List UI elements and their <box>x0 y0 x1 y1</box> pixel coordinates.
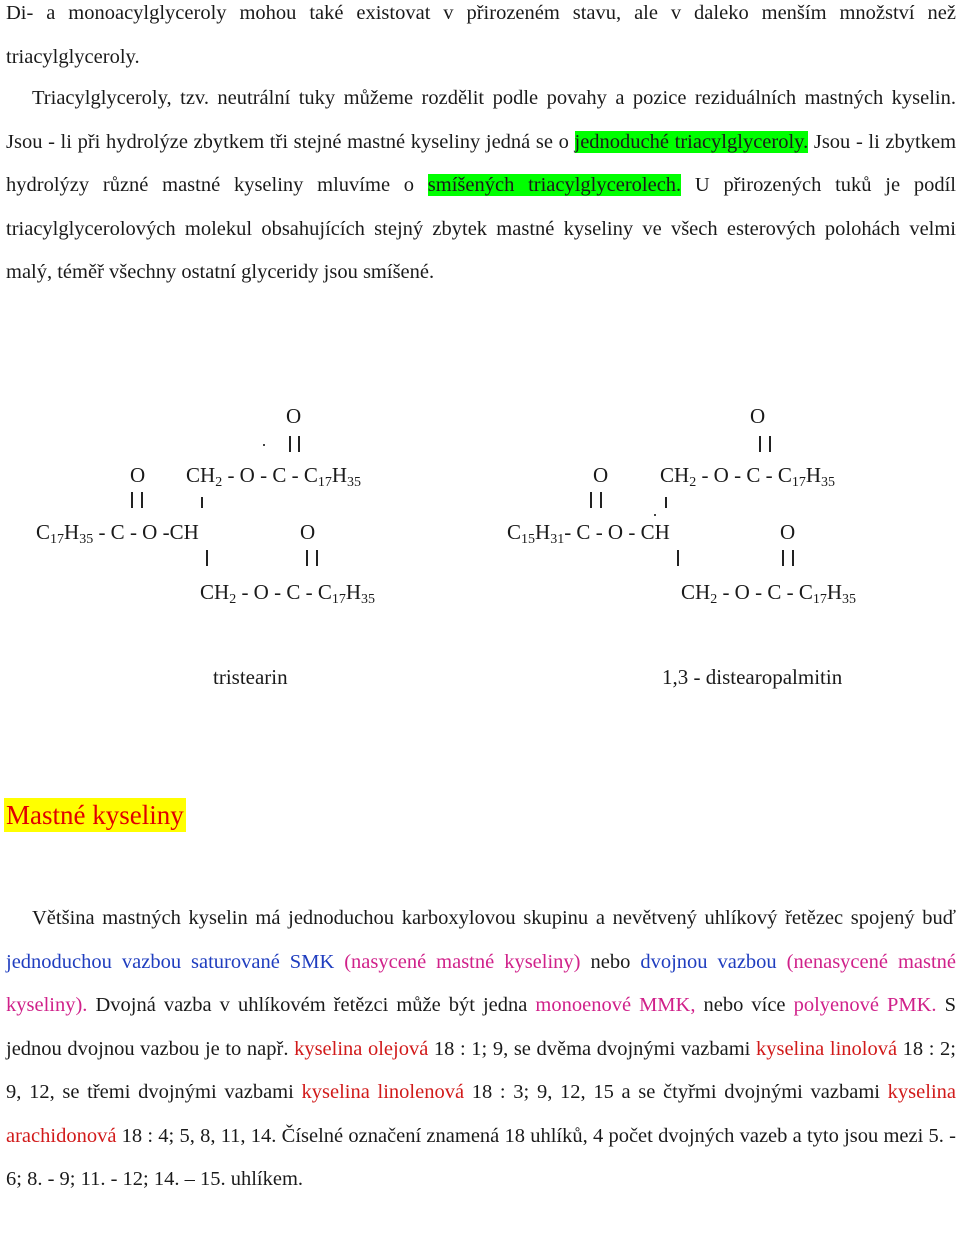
term-unsaturated: (nenasycené mastné kyseliny). <box>6 950 957 1016</box>
double-bond-bar <box>298 436 300 452</box>
oxygen-bottom-carbonyl: O <box>300 520 316 544</box>
oxygen-bottom-carbonyl: O <box>780 520 796 544</box>
single-bond-bar <box>201 497 203 508</box>
term-linolenic-acid: kyselina linolenová <box>301 1081 465 1103</box>
term-double-bond: dvojnou vazbou <box>640 950 777 973</box>
dot-mark <box>263 444 265 446</box>
paragraph-mastne-kyseliny <box>6 897 956 1202</box>
double-bond-bar <box>590 492 592 508</box>
text-segment: 18 : 1; 9, se dvěma dvojnými vazbami <box>428 1037 756 1060</box>
double-bond-bar <box>792 550 794 566</box>
double-bond-bar <box>759 436 761 452</box>
text-segment: U přirozených tuků je podíl triacylglycerolových molekul obsahujících stejný zbytek mastné kyseliny ve všech esterových polohách velmi malý, téměř všechny ostatní glyceridy jsou smíšené. <box>6 174 956 283</box>
acyl-chain-middle: $C_{15}H_{31}-$ C - O - CH <box>507 520 670 547</box>
text-segment: nebo <box>580 950 641 973</box>
text-segment <box>777 951 787 973</box>
oxygen-carbonyl: O <box>593 463 609 487</box>
double-bond-bar <box>600 492 602 508</box>
ch2-bottom-chain: $CH_2$ - O - C - $C_{17}H_{35}$ <box>200 580 376 607</box>
text-segment: Většina mastných kyselin má jednoduchou karboxylovou skupinu a nevětvený uhlíkový řetězec spojený buď <box>32 907 956 929</box>
text-segment: S jednou dvojnou vazbou je to např. <box>6 994 956 1060</box>
formula-name-tristearin: tristearin <box>213 665 288 689</box>
formula-name-distearopalmitin: 1,3 - distearopalmitin <box>662 665 843 689</box>
text-segment: Triacylglyceroly, tzv. neutrální tuky můžeme rozdělit podle povahy a pozice reziduálních mastných kyselin. Jsou - li při hydrolýze zbytkem tři stejné mastné kyseliny jedná se o <box>6 87 956 153</box>
ch2-top-chain: $CH_2$ - O - C - $C_{17}H_{35}$ <box>660 463 836 490</box>
double-bond-bar <box>141 492 143 508</box>
ch2-top-chain: $CH_2$ - O - C - $C_{17}H_{35}$ <box>186 463 362 490</box>
highlight-mixed-tag: smíšených triacylglycerolech. <box>427 174 682 196</box>
term-polyenic: polyenové PMK. <box>793 994 937 1016</box>
single-bond-bar <box>677 550 679 566</box>
paragraph-triacylglyceroly <box>6 77 956 295</box>
single-bond-bar <box>206 550 208 566</box>
double-bond-bar <box>289 436 291 452</box>
single-bond-bar <box>665 497 667 508</box>
highlight-simple-tag: jednoduché triacylglyceroly. <box>574 130 809 153</box>
double-bond-bar <box>769 436 771 452</box>
dot-mark <box>654 514 656 516</box>
term-monoenic: monoenové MMK, <box>535 994 696 1016</box>
acyl-chain-middle: $C_{17}H_{35}$ - C - O -CH <box>36 520 199 547</box>
oxygen-top: O <box>750 404 766 428</box>
term-single-bond: jednoduchou vazbou saturované SMK <box>6 950 335 973</box>
oxygen-top: O <box>286 404 302 428</box>
paragraph-di-mono: Di- a monoacylglyceroly mohou také existovat v přirozeném stavu, ale v daleko menším množství než triacylglyceroly. <box>6 2 956 68</box>
double-bond-bar <box>782 550 784 566</box>
term-linoleic-acid: kyselina linolová <box>755 1037 898 1060</box>
text-segment: Dvojná vazba v uhlíkovém řetězci může být jedna <box>87 994 536 1016</box>
text-segment: Jsou - li zbytkem hydrolýzy různé mastné kyseliny mluvíme o <box>6 130 957 196</box>
term-saturated: (nasycené mastné kyseliny) <box>344 950 581 973</box>
text-segment: 18 : 3; 9, 12, 15 a se čtyřmi dvojnými vazbami <box>464 1081 888 1103</box>
double-bond-bar <box>316 550 318 566</box>
ch2-bottom-chain: $CH_2$ - O - C - $C_{17}H_{35}$ <box>681 580 857 607</box>
double-bond-bar <box>306 550 308 566</box>
oxygen-carbonyl: O <box>130 463 146 487</box>
term-arachidonic-acid: kyselina arachidonová <box>6 1081 956 1147</box>
section-heading: Mastné kyseliny <box>6 800 184 830</box>
text-segment <box>334 951 344 973</box>
text-segment: 18 : 2; 9, 12, se třemi dvojnými vazbami <box>6 1037 957 1103</box>
term-oleic-acid: kyselina olejová <box>294 1037 429 1060</box>
text-segment: 18 : 4; 5, 8, 11, 14. Číselné označení znamená 18 uhlíků, 4 počet dvojných vazeb a tyto jsou mezi 5. - 6; 8. - 9; 11. - 12; 14. – 15. uhlíkem. <box>6 1124 956 1190</box>
double-bond-bar <box>131 492 133 508</box>
text-segment: nebo více <box>695 994 794 1016</box>
